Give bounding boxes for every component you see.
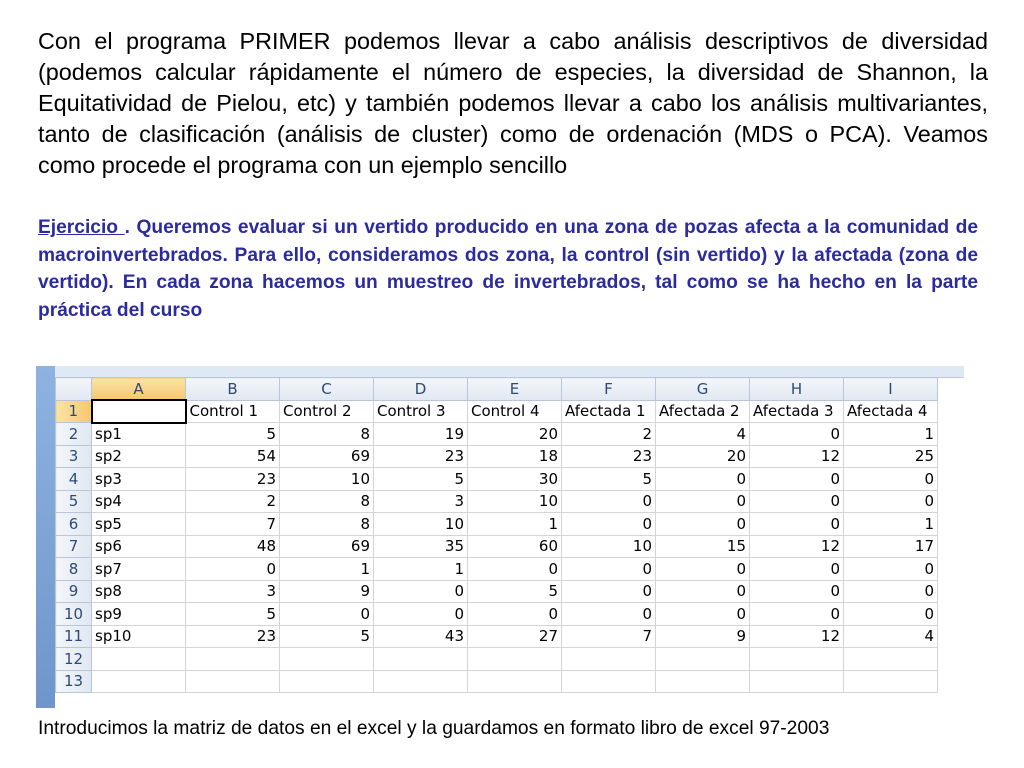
table-row [56,535,938,558]
value-cell[interactable]: 1 [844,513,938,536]
exercise-text: . Queremos evaluar si un vertido producido en una zona de pozas afecta a la comunidad de macroinvertebrados. Para ello, consideramos dos zona, la control (sin vertido) y la afectada (zona de vertido). En cada zona hacemos un muestreo de invertebrados, tal como se ha hecho en la parte práctica del curso [38,217,978,321]
value-cell[interactable]: 8 [280,513,374,536]
species-cell[interactable]: sp7 [92,558,186,581]
value-cell[interactable]: 35 [374,535,468,558]
value-cell[interactable]: 0 [844,490,938,513]
value-cell[interactable]: 23 [562,445,656,468]
value-cell[interactable]: 0 [844,468,938,491]
value-cell[interactable]: 0 [656,558,750,581]
column-header-a[interactable]: A [92,378,186,401]
value-cell[interactable]: 20 [656,445,750,468]
column-header-e[interactable]: E [468,378,562,401]
table-row [56,423,938,446]
empty-cell[interactable] [280,670,374,693]
row-header[interactable]: 9 [56,580,92,603]
species-cell[interactable]: sp10 [92,625,186,648]
value-cell[interactable]: 0 [656,468,750,491]
table-row [56,490,938,513]
species-cell[interactable]: sp8 [92,580,186,603]
value-cell[interactable]: 0 [750,423,844,446]
value-cell[interactable]: 12 [750,625,844,648]
column-header-b[interactable]: B [186,378,280,401]
column-header-row [56,378,938,401]
value-cell[interactable]: 0 [562,558,656,581]
species-cell[interactable]: sp5 [92,513,186,536]
empty-cell[interactable] [468,648,562,671]
empty-cell[interactable] [186,670,280,693]
table-row [56,400,938,423]
value-cell[interactable]: 5 [374,468,468,491]
value-cell[interactable]: 0 [562,490,656,513]
empty-cell[interactable] [844,670,938,693]
value-cell[interactable]: 0 [750,603,844,626]
row-header[interactable]: 4 [56,468,92,491]
value-cell[interactable]: 1 [374,558,468,581]
value-cell[interactable]: 4 [844,625,938,648]
table-row [56,648,938,671]
table-row [56,513,938,536]
value-cell[interactable]: 10 [562,535,656,558]
spreadsheet-grid[interactable] [55,377,938,693]
spreadsheet[interactable] [36,366,964,708]
value-cell[interactable]: 23 [186,625,280,648]
header-cell[interactable]: Afectada 1 [562,400,656,423]
value-cell[interactable]: 5 [186,423,280,446]
value-cell[interactable]: 18 [468,445,562,468]
value-cell[interactable]: 0 [750,490,844,513]
row-header[interactable]: 6 [56,513,92,536]
value-cell[interactable]: 2 [562,423,656,446]
empty-cell[interactable] [656,648,750,671]
table-row [56,580,938,603]
value-cell[interactable]: 0 [374,603,468,626]
value-cell[interactable]: 15 [656,535,750,558]
table-row [56,558,938,581]
exercise-paragraph [38,214,978,324]
row-header[interactable]: 8 [56,558,92,581]
value-cell[interactable]: 20 [468,423,562,446]
row-header[interactable]: 12 [56,648,92,671]
value-cell[interactable]: 7 [562,625,656,648]
value-cell[interactable]: 19 [374,423,468,446]
row-header[interactable]: 5 [56,490,92,513]
table-row [56,468,938,491]
column-header-c[interactable]: C [280,378,374,401]
value-cell[interactable]: 0 [468,558,562,581]
value-cell[interactable]: 23 [186,468,280,491]
empty-cell[interactable] [562,648,656,671]
row-header[interactable]: 3 [56,445,92,468]
value-cell[interactable]: 2 [186,490,280,513]
species-cell[interactable]: sp9 [92,603,186,626]
value-cell[interactable]: 0 [750,580,844,603]
caption: Introducimos la matriz de datos en el excel y la guardamos en formato libro de excel 97-2003 [38,718,830,739]
value-cell[interactable]: 0 [186,558,280,581]
value-cell[interactable]: 7 [186,513,280,536]
value-cell[interactable]: 69 [280,535,374,558]
value-cell[interactable]: 8 [280,490,374,513]
value-cell[interactable]: 0 [280,603,374,626]
active-cell[interactable] [92,400,186,423]
value-cell[interactable]: 0 [656,490,750,513]
value-cell[interactable]: 3 [374,490,468,513]
empty-cell[interactable] [468,670,562,693]
value-cell[interactable]: 10 [374,513,468,536]
value-cell[interactable]: 3 [186,580,280,603]
value-cell[interactable]: 0 [750,558,844,581]
value-cell[interactable]: 0 [562,580,656,603]
table-row [56,603,938,626]
table-row [56,445,938,468]
value-cell[interactable]: 0 [844,580,938,603]
empty-cell[interactable] [750,648,844,671]
empty-cell[interactable] [92,648,186,671]
value-cell[interactable]: 9 [656,625,750,648]
row-header[interactable]: 1 [56,400,92,423]
header-cell[interactable]: Control 4 [468,400,562,423]
value-cell[interactable]: 69 [280,445,374,468]
value-cell[interactable]: 27 [468,625,562,648]
value-cell[interactable]: 60 [468,535,562,558]
empty-cell[interactable] [374,670,468,693]
value-cell[interactable]: 0 [656,513,750,536]
row-header[interactable]: 13 [56,670,92,693]
value-cell[interactable]: 0 [562,603,656,626]
value-cell[interactable]: 5 [562,468,656,491]
value-cell[interactable]: 5 [186,603,280,626]
column-header-d[interactable]: D [374,378,468,401]
value-cell[interactable]: 12 [750,445,844,468]
value-cell[interactable]: 0 [468,603,562,626]
column-header-g[interactable]: G [656,378,750,401]
value-cell[interactable]: 0 [750,513,844,536]
empty-cell[interactable] [186,648,280,671]
row-header[interactable]: 10 [56,603,92,626]
value-cell[interactable]: 1 [844,423,938,446]
value-cell[interactable]: 0 [844,603,938,626]
species-cell[interactable]: sp1 [92,423,186,446]
header-cell[interactable]: Control 2 [280,400,374,423]
empty-cell[interactable] [280,648,374,671]
value-cell[interactable]: 9 [280,580,374,603]
value-cell[interactable]: 17 [844,535,938,558]
value-cell[interactable]: 48 [186,535,280,558]
table-row [56,670,938,693]
value-cell[interactable]: 1 [280,558,374,581]
species-cell[interactable]: sp3 [92,468,186,491]
column-header-i[interactable]: I [844,378,938,401]
value-cell[interactable]: 8 [280,423,374,446]
value-cell[interactable]: 5 [280,625,374,648]
row-header[interactable]: 2 [56,423,92,446]
exercise-label: Ejercicio [38,217,125,238]
value-cell[interactable]: 23 [374,445,468,468]
value-cell[interactable]: 0 [750,468,844,491]
value-cell[interactable]: 30 [468,468,562,491]
header-cell[interactable]: Afectada 2 [656,400,750,423]
value-cell[interactable]: 54 [186,445,280,468]
intro-paragraph: Con el programa PRIMER podemos llevar a cabo análisis descriptivos de diversidad (podemos calcular rápidamente el número de especies, la diversidad de Shannon, la Equitatividad de Pielou, etc) y también podemos llevar a cabo los análisis multivariantes, tanto de clasificación (análisis de cluster) como de ordenación (MDS o PCA). Veamos como procede el programa con un ejemplo sencillo [38,28,988,178]
row-header[interactable]: 11 [56,625,92,648]
empty-cell[interactable] [656,670,750,693]
empty-cell[interactable] [374,648,468,671]
species-cell[interactable]: sp4 [92,490,186,513]
value-cell[interactable]: 10 [468,490,562,513]
value-cell[interactable]: 5 [468,580,562,603]
empty-cell[interactable] [844,648,938,671]
species-cell[interactable]: sp2 [92,445,186,468]
value-cell[interactable]: 0 [656,603,750,626]
value-cell[interactable]: 0 [374,580,468,603]
value-cell[interactable]: 43 [374,625,468,648]
header-cell[interactable]: Control 1 [186,400,280,423]
value-cell[interactable]: 25 [844,445,938,468]
select-all-corner[interactable] [56,378,92,401]
value-cell[interactable]: 4 [656,423,750,446]
column-header-f[interactable]: F [562,378,656,401]
value-cell[interactable]: 0 [844,558,938,581]
value-cell[interactable]: 10 [280,468,374,491]
value-cell[interactable]: 1 [468,513,562,536]
header-cell[interactable]: Afectada 4 [844,400,938,423]
empty-cell[interactable] [750,670,844,693]
header-cell[interactable]: Afectada 3 [750,400,844,423]
row-header[interactable]: 7 [56,535,92,558]
header-cell[interactable]: Control 3 [374,400,468,423]
empty-cell[interactable] [562,670,656,693]
table-row [56,625,938,648]
species-cell[interactable]: sp6 [92,535,186,558]
value-cell[interactable]: 12 [750,535,844,558]
window-edge [36,366,55,708]
value-cell[interactable]: 0 [656,580,750,603]
column-header-h[interactable]: H [750,378,844,401]
empty-cell[interactable] [92,670,186,693]
value-cell[interactable]: 0 [562,513,656,536]
